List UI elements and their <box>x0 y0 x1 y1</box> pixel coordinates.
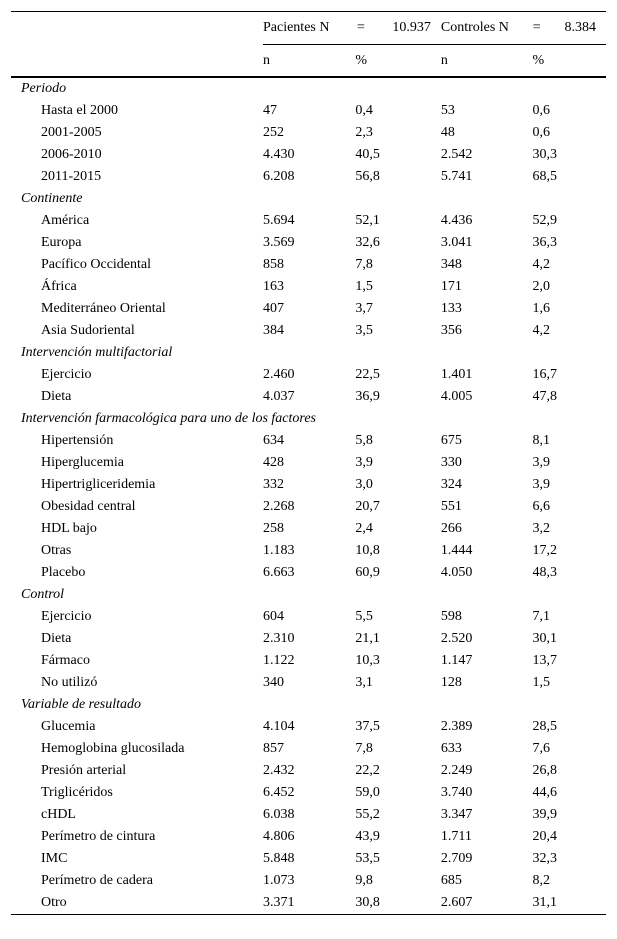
section-header-row <box>11 584 606 606</box>
controles-n-cell: 53 <box>440 103 455 118</box>
controles-pct-cell: 7,6 <box>532 741 550 756</box>
data-table-container <box>11 11 606 915</box>
row-label: Ejercicio <box>41 609 92 624</box>
table-row <box>11 364 606 386</box>
controles-pct-cell: 48,3 <box>532 565 557 580</box>
pacientes-n-cell: 5.694 <box>262 213 295 228</box>
table-row <box>11 518 606 540</box>
pacientes-pct-cell: 60,9 <box>355 565 380 580</box>
header-sub-controles-pct: % <box>533 45 607 78</box>
pacientes-pct-cell: 21,1 <box>355 631 380 646</box>
controles-n-cell: 685 <box>440 873 462 888</box>
controles-pct-cell: 2,0 <box>532 279 550 294</box>
pacientes-n-cell: 4.806 <box>262 829 295 844</box>
table-row <box>11 254 606 276</box>
table-row <box>11 672 606 694</box>
pacientes-pct-cell: 20,7 <box>355 499 380 514</box>
controles-pct-cell: 3,9 <box>532 477 550 492</box>
controles-n-cell: 5.741 <box>440 169 473 184</box>
controles-n-cell: 2.249 <box>440 763 473 778</box>
controles-n-cell: 2.709 <box>440 851 473 866</box>
row-label: 2006-2010 <box>41 147 102 162</box>
row-label: Dieta <box>41 389 72 404</box>
pacientes-pct-cell: 2,4 <box>355 521 373 536</box>
row-label: Otras <box>41 543 72 558</box>
controles-n-cell: 171 <box>440 279 462 294</box>
row-label: Europa <box>41 235 82 250</box>
section-title: Continente <box>21 191 83 206</box>
controles-pct-cell: 30,1 <box>532 631 557 646</box>
controles-pct-cell: 28,5 <box>532 719 557 734</box>
pacientes-n-cell: 428 <box>262 455 284 470</box>
pacientes-n-cell: 2.460 <box>262 367 295 382</box>
controles-n-cell: 2.542 <box>440 147 473 162</box>
header-group-controles-label: Controles N <box>440 20 509 35</box>
row-label: IMC <box>41 851 68 866</box>
controles-pct-cell: 20,4 <box>532 829 557 844</box>
controles-pct-cell: 17,2 <box>532 543 557 558</box>
controles-pct-cell: 8,2 <box>532 873 550 888</box>
table-row <box>11 276 606 298</box>
data-table <box>11 11 606 915</box>
table-row <box>11 650 606 672</box>
pacientes-pct-cell: 56,8 <box>355 169 380 184</box>
controles-pct-cell: 6,6 <box>532 499 550 514</box>
pacientes-pct-cell: 5,5 <box>355 609 373 624</box>
row-label: Otro <box>11 892 263 915</box>
pacientes-pct-cell: 3,1 <box>355 675 373 690</box>
row-label: Hasta el 2000 <box>41 103 118 118</box>
controles-n-cell: 2.389 <box>440 719 473 734</box>
table-row <box>11 386 606 408</box>
controles-n-cell: 1.444 <box>440 543 473 558</box>
pacientes-pct-cell: 10,8 <box>355 543 380 558</box>
table-row <box>11 870 606 892</box>
header-group-pacientes-eq: = <box>356 20 365 35</box>
section-header-row <box>11 694 606 716</box>
controles-pct-cell: 32,3 <box>532 851 557 866</box>
pacientes-pct-cell: 7,8 <box>355 741 373 756</box>
pacientes-pct-cell: 52,1 <box>355 213 380 228</box>
controles-n-cell: 551 <box>440 499 462 514</box>
pacientes-n-cell: 47 <box>262 103 277 118</box>
pacientes-n-cell: 5.848 <box>262 851 295 866</box>
pacientes-n-cell: 252 <box>262 125 284 140</box>
row-label: 2001-2005 <box>41 125 102 140</box>
controles-pct-cell: 0,6 <box>532 125 550 140</box>
pacientes-pct-cell: 55,2 <box>355 807 380 822</box>
table-row <box>11 320 606 342</box>
table-row <box>11 738 606 760</box>
table-row <box>11 540 606 562</box>
pacientes-pct-cell: 53,5 <box>355 851 380 866</box>
header-group-controles <box>441 12 606 45</box>
controles-n-cell: 324 <box>440 477 462 492</box>
table-row <box>11 628 606 650</box>
pacientes-n-cell: 6.452 <box>262 785 295 800</box>
row-label: Dieta <box>41 631 72 646</box>
row-label: Pacífico Occidental <box>41 257 152 272</box>
pacientes-pct-cell: 7,8 <box>355 257 373 272</box>
table-row <box>11 100 606 122</box>
pacientes-pct-cell: 9,8 <box>355 873 373 888</box>
pacientes-pct-cell: 59,0 <box>355 785 380 800</box>
pacientes-n-cell: 407 <box>262 301 284 316</box>
row-label: Placebo <box>41 565 86 580</box>
controles-n-cell: 348 <box>440 257 462 272</box>
pacientes-pct-cell: 1,5 <box>355 279 373 294</box>
controles-pct-cell: 13,7 <box>532 653 557 668</box>
controles-pct-cell: 36,3 <box>532 235 557 250</box>
pacientes-n-cell: 634 <box>262 433 284 448</box>
controles-pct-cell: 52,9 <box>532 213 557 228</box>
pacientes-n-cell: 6.663 <box>262 565 295 580</box>
header-row-sub <box>11 45 606 78</box>
row-label: Perímetro de cintura <box>41 829 156 844</box>
pacientes-n-cell: 3.569 <box>262 235 295 250</box>
table-row <box>11 562 606 584</box>
controles-pct-cell: 1,5 <box>532 675 550 690</box>
controles-pct-cell: 3,9 <box>532 455 550 470</box>
table-row <box>11 122 606 144</box>
controles-pct-cell: 3,2 <box>532 521 550 536</box>
pacientes-n-cell: 604 <box>262 609 284 624</box>
controles-n-cell: 133 <box>440 301 462 316</box>
header-row-groups <box>11 12 606 45</box>
pacientes-pct-cell: 3,5 <box>355 323 373 338</box>
header-group-pacientes <box>263 12 441 45</box>
controles-n-cell: 1.147 <box>440 653 473 668</box>
pacientes-n-cell: 163 <box>262 279 284 294</box>
pacientes-n-cell: 332 <box>262 477 284 492</box>
controles-n-cell: 4.005 <box>440 389 473 404</box>
pacientes-pct-cell: 22,5 <box>355 367 380 382</box>
pacientes-n-cell: 384 <box>262 323 284 338</box>
pacientes-n-cell: 4.104 <box>262 719 295 734</box>
controles-pct-cell: 39,9 <box>532 807 557 822</box>
controles-pct-cell: 7,1 <box>532 609 550 624</box>
pacientes-n-cell: 1.183 <box>262 543 295 558</box>
controles-pct-cell: 31,1 <box>533 892 607 915</box>
pacientes-pct-cell: 3,0 <box>355 477 373 492</box>
pacientes-pct-cell: 10,3 <box>355 653 380 668</box>
section-title: Variable de resultado <box>21 697 142 712</box>
table-row <box>11 298 606 320</box>
pacientes-pct-cell: 0,4 <box>355 103 373 118</box>
pacientes-n-cell: 340 <box>262 675 284 690</box>
row-label: cHDL <box>41 807 76 822</box>
controles-n-cell: 2.607 <box>441 892 533 915</box>
controles-n-cell: 48 <box>440 125 455 140</box>
pacientes-n-cell: 6.038 <box>262 807 295 822</box>
pacientes-n-cell: 1.122 <box>262 653 295 668</box>
table-row <box>11 232 606 254</box>
table-row <box>11 892 606 915</box>
row-label: 2011-2015 <box>41 169 102 184</box>
controles-n-cell: 3.041 <box>440 235 473 250</box>
row-label: África <box>41 279 77 294</box>
pacientes-pct-cell: 3,7 <box>355 301 373 316</box>
table-row <box>11 430 606 452</box>
section-header-row <box>11 342 606 364</box>
pacientes-pct-cell: 5,8 <box>355 433 373 448</box>
controles-pct-cell: 44,6 <box>532 785 557 800</box>
controles-n-cell: 1.401 <box>440 367 473 382</box>
controles-pct-cell: 16,7 <box>532 367 557 382</box>
row-label: América <box>41 213 90 228</box>
table-row <box>11 848 606 870</box>
controles-n-cell: 356 <box>440 323 462 338</box>
section-title: Intervención farmacológica para uno de los factores <box>21 411 316 426</box>
table-row <box>11 144 606 166</box>
controles-n-cell: 598 <box>440 609 462 624</box>
pacientes-pct-cell: 30,8 <box>355 892 440 915</box>
table-row <box>11 166 606 188</box>
row-label: Presión arterial <box>41 763 127 778</box>
header-group-controles-value: 8.384 <box>564 20 596 35</box>
header-group-pacientes-value: 10.937 <box>392 20 431 35</box>
pacientes-n-cell: 2.268 <box>262 499 295 514</box>
pacientes-n-cell: 1.073 <box>262 873 295 888</box>
table-row <box>11 474 606 496</box>
pacientes-pct-cell: 2,3 <box>355 125 373 140</box>
header-empty-cell <box>11 12 263 45</box>
controles-n-cell: 2.520 <box>440 631 473 646</box>
section-title: Control <box>21 587 65 602</box>
pacientes-pct-cell: 40,5 <box>355 147 380 162</box>
row-label: Triglicéridos <box>41 785 113 800</box>
header-group-controles-eq: = <box>532 20 541 35</box>
pacientes-n-cell: 858 <box>262 257 284 272</box>
controles-pct-cell: 47,8 <box>532 389 557 404</box>
section-title: Periodo <box>21 81 67 96</box>
controles-n-cell: 3.740 <box>440 785 473 800</box>
controles-n-cell: 266 <box>440 521 462 536</box>
row-label: Asia Sudoriental <box>41 323 135 338</box>
controles-pct-cell: 68,5 <box>532 169 557 184</box>
section-header-row <box>11 188 606 210</box>
row-label: No utilizó <box>41 675 98 690</box>
controles-n-cell: 675 <box>440 433 462 448</box>
controles-pct-cell: 8,1 <box>532 433 550 448</box>
controles-n-cell: 3.347 <box>440 807 473 822</box>
pacientes-pct-cell: 22,2 <box>355 763 380 778</box>
controles-n-cell: 4.436 <box>440 213 473 228</box>
controles-n-cell: 128 <box>440 675 462 690</box>
pacientes-n-cell: 2.432 <box>262 763 295 778</box>
table-row <box>11 782 606 804</box>
section-header-row <box>11 408 606 430</box>
controles-n-cell: 1.711 <box>440 829 472 844</box>
controles-n-cell: 330 <box>440 455 462 470</box>
controles-n-cell: 4.050 <box>440 565 473 580</box>
pacientes-n-cell: 258 <box>262 521 284 536</box>
table-row <box>11 452 606 474</box>
table-row <box>11 760 606 782</box>
row-label: Hemoglobina glucosilada <box>41 741 185 756</box>
pacientes-n-cell: 857 <box>262 741 284 756</box>
pacientes-pct-cell: 3,9 <box>355 455 373 470</box>
row-label: Fármaco <box>41 653 90 668</box>
header-sub-empty <box>11 45 263 78</box>
pacientes-pct-cell: 37,5 <box>355 719 380 734</box>
section-title: Intervención multifactorial <box>21 345 173 360</box>
pacientes-n-cell: 2.310 <box>262 631 295 646</box>
controles-pct-cell: 30,3 <box>532 147 557 162</box>
controles-pct-cell: 4,2 <box>532 257 550 272</box>
row-label: Perímetro de cadera <box>41 873 153 888</box>
row-label: HDL bajo <box>41 521 97 536</box>
table-row <box>11 804 606 826</box>
controles-pct-cell: 26,8 <box>532 763 557 778</box>
section-header-row <box>11 77 606 100</box>
row-label: Hipertensión <box>41 433 114 448</box>
table-row <box>11 606 606 628</box>
header-sub-controles-n: n <box>441 45 533 78</box>
pacientes-n-cell: 4.037 <box>262 389 295 404</box>
controles-pct-cell: 0,6 <box>532 103 550 118</box>
pacientes-n-cell: 3.371 <box>263 892 355 915</box>
pacientes-pct-cell: 43,9 <box>355 829 380 844</box>
row-label: Ejercicio <box>41 367 92 382</box>
pacientes-n-cell: 4.430 <box>262 147 295 162</box>
row-label: Mediterráneo Oriental <box>41 301 166 316</box>
pacientes-pct-cell: 32,6 <box>355 235 380 250</box>
table-row <box>11 496 606 518</box>
table-row <box>11 716 606 738</box>
row-label: Hiperglucemia <box>41 455 124 470</box>
controles-pct-cell: 1,6 <box>532 301 550 316</box>
controles-pct-cell: 4,2 <box>532 323 550 338</box>
pacientes-pct-cell: 36,9 <box>355 389 380 404</box>
controles-n-cell: 633 <box>440 741 462 756</box>
header-sub-pacientes-pct: % <box>355 45 440 78</box>
row-label: Hipertrigliceridemia <box>41 477 156 492</box>
table-row <box>11 826 606 848</box>
pacientes-n-cell: 6.208 <box>262 169 295 184</box>
table-row <box>11 210 606 232</box>
header-group-pacientes-label: Pacientes N <box>262 20 330 35</box>
row-label: Glucemia <box>41 719 96 734</box>
row-label: Obesidad central <box>41 499 136 514</box>
header-sub-pacientes-n: n <box>263 45 355 78</box>
